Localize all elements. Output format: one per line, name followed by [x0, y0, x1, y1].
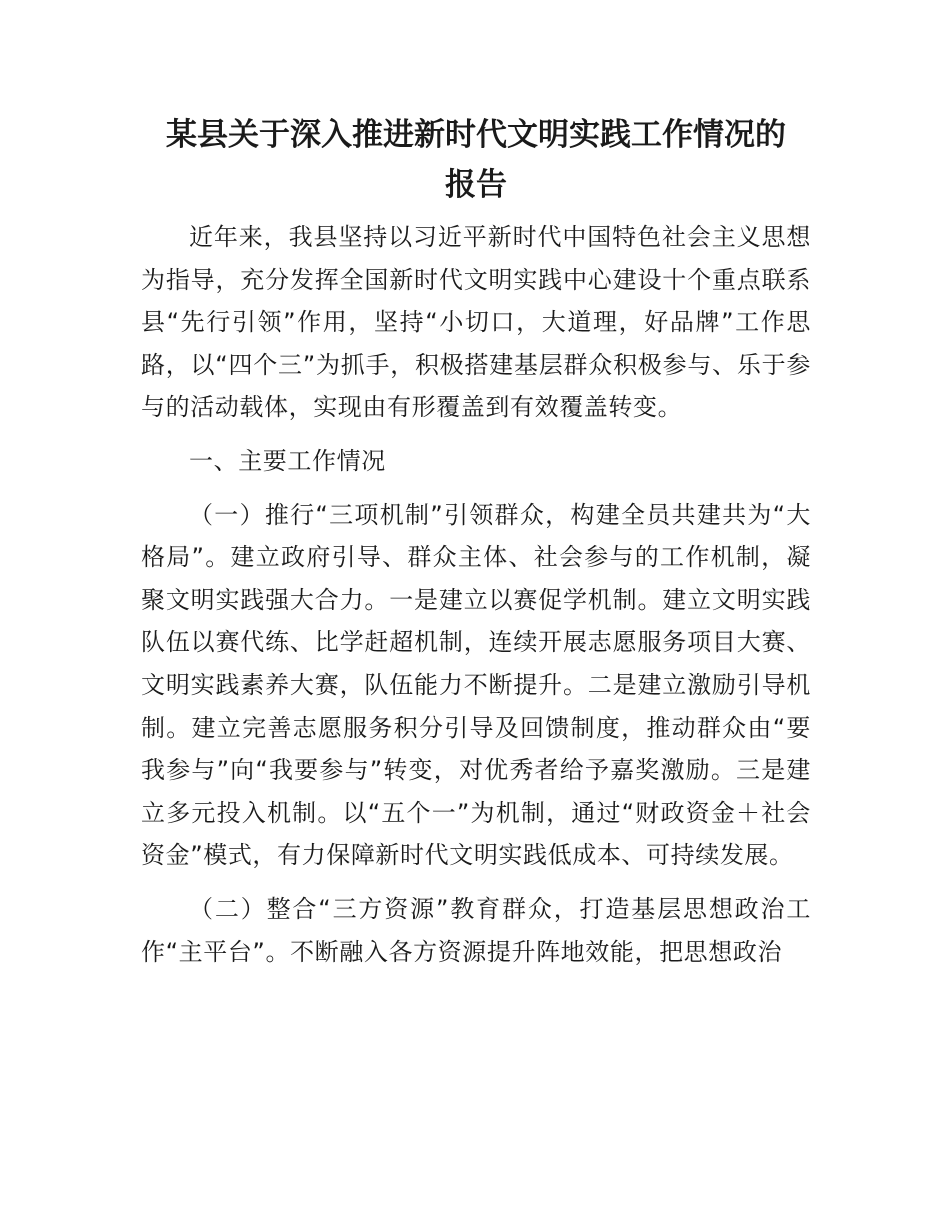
title-line-1: 某县关于深入推进新时代文明实践工作情况的	[166, 117, 786, 153]
document-page	[141, 110, 811, 984]
subsection-1-paragraph: （一）推行“三项机制”引领群众，构建全员共建共为“大格局”。建立政府引导、群众主体、社会参与的工作机制，凝聚文明实践强大合力。一是建立以赛促学机制。建立文明实践队伍以赛代练、比学赶超机制，连续开展志愿服务项目大赛、文明实践素养大赛，队伍能力不断提升。二是建立激励引导机制。建立完善志愿服务积分引导及回馈制度，推动群众由“要我参与”向“我要参与”转变，对优秀者给予嘉奖激励。三是建立多元投入机制。以“五个一”为机制，通过“财政资金＋社会资金”模式，有力保障新时代文明实践低成本、可持续发展。	[141, 500, 811, 870]
intro-paragraph: 近年来，我县坚持以习近平新时代中国特色社会主义思想为指导，充分发挥全国新时代文明实践中心建设十个重点联系县“先行引领”作用，坚持“小切口，大道理，好品牌”工作思路，以“四个三”为抓手，积极搭建基层群众积极参与、乐于参与的活动载体，实现由有形覆盖到有效覆盖转变。	[141, 223, 811, 422]
document-title	[135, 110, 817, 210]
subsection-2-paragraph: （二）整合“三方资源”教育群众，打造基层思想政治工作“主平台”。不断融入各方资源提升阵地效能，把思想政治	[141, 894, 811, 966]
section-heading: 一、主要工作情况	[189, 446, 386, 475]
title-line-2: 报告	[445, 167, 507, 203]
